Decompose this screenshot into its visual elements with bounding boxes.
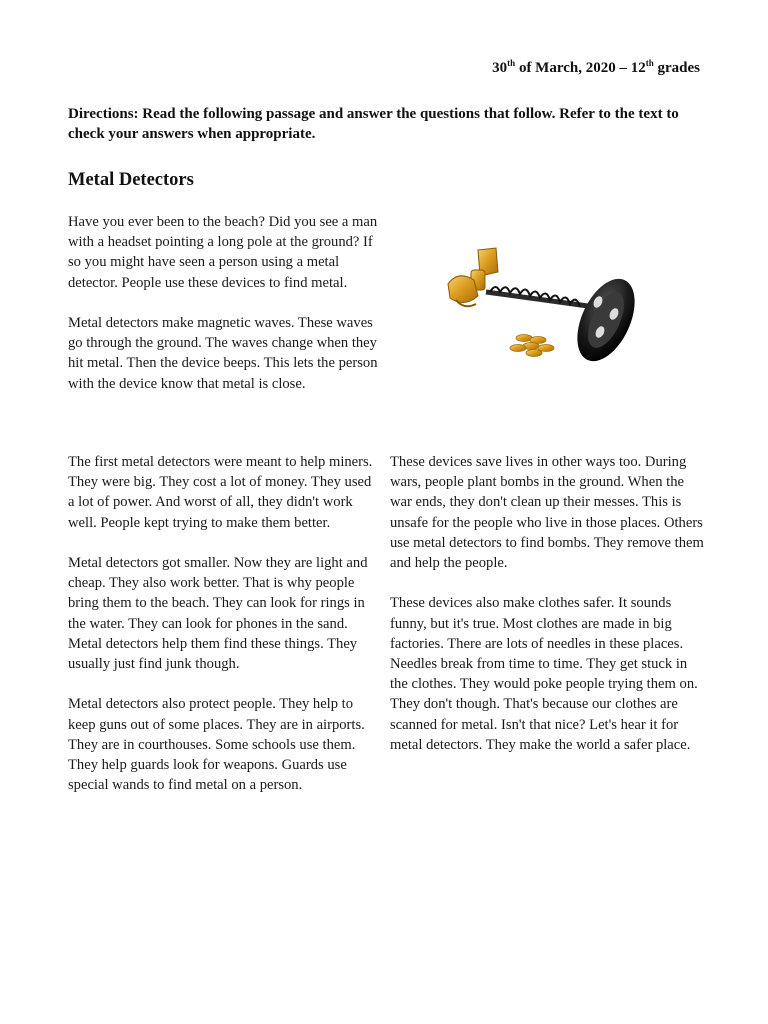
directions-text: Read the following passage and answer the questions that follow. Refer to the text to check your answers when appropriate. — [68, 106, 679, 142]
date-text: of March, 2020 – 12 — [515, 60, 646, 76]
paragraph: Metal detectors also protect people. They help to keep guns out of some places. They are in airports. They are in courthouses. Some schools use them. They help guards look for weapons. Guards use special wands to find metal on a person. — [68, 696, 365, 794]
grade-ordinal-suffix: th — [645, 58, 654, 68]
paragraph: These devices save lives in other ways too. During wars, people plant bombs in the ground. When the war ends, they don't clean up their messes. This is unsafe for the people who live in those places. Others use metal detectors to find bombs. They remove them and help the people. — [390, 454, 704, 572]
left-column — [68, 452, 380, 816]
date-grade-header — [492, 60, 700, 77]
paragraph: The first metal detectors were meant to help miners. They were big. They cost a lot of money. They used a lot of power. And worst of all, they didn't work well. People kept trying to make them better. — [68, 454, 373, 531]
paragraph: Metal detectors got smaller. Now they are light and cheap. They also work better. That is why people bring them to the beach. They can look for rings in the water. They can look for phones in the sand. Metal detectors help them find these things. They usually just find junk though. — [68, 555, 368, 673]
right-column — [390, 452, 708, 775]
article-title: Metal Detectors — [68, 170, 194, 190]
metal-detector-illustration — [438, 220, 658, 385]
date-number: 30 — [492, 60, 508, 76]
grade-text: grades — [653, 60, 700, 76]
paragraph: Have you ever been to the beach? Did you see a man with a headset pointing a long pole at the ground? If so you might have seen a person using a metal detector. People use these devices to find metal. — [68, 214, 378, 291]
paragraph: These devices also make clothes safer. It sounds funny, but it's true. Most clothes are made in big factories. There are lots of needles in these places. Needles break from time to time. They get stuck in the clothes. They would poke people trying them on. They don't though. That's because our clothes are scanned for metal. Isn't that nice? Let's hear it for metal detectors. They make the world a safer place. — [390, 595, 698, 753]
directions-label: Directions: — [68, 106, 139, 122]
directions — [68, 104, 708, 144]
date-ordinal-suffix: th — [507, 58, 516, 68]
paragraph: Metal detectors make magnetic waves. These waves go through the ground. The waves change when they hit metal. Then the device beeps. This lets the person with the device know that metal is close. — [68, 315, 378, 392]
intro-column — [68, 212, 388, 414]
